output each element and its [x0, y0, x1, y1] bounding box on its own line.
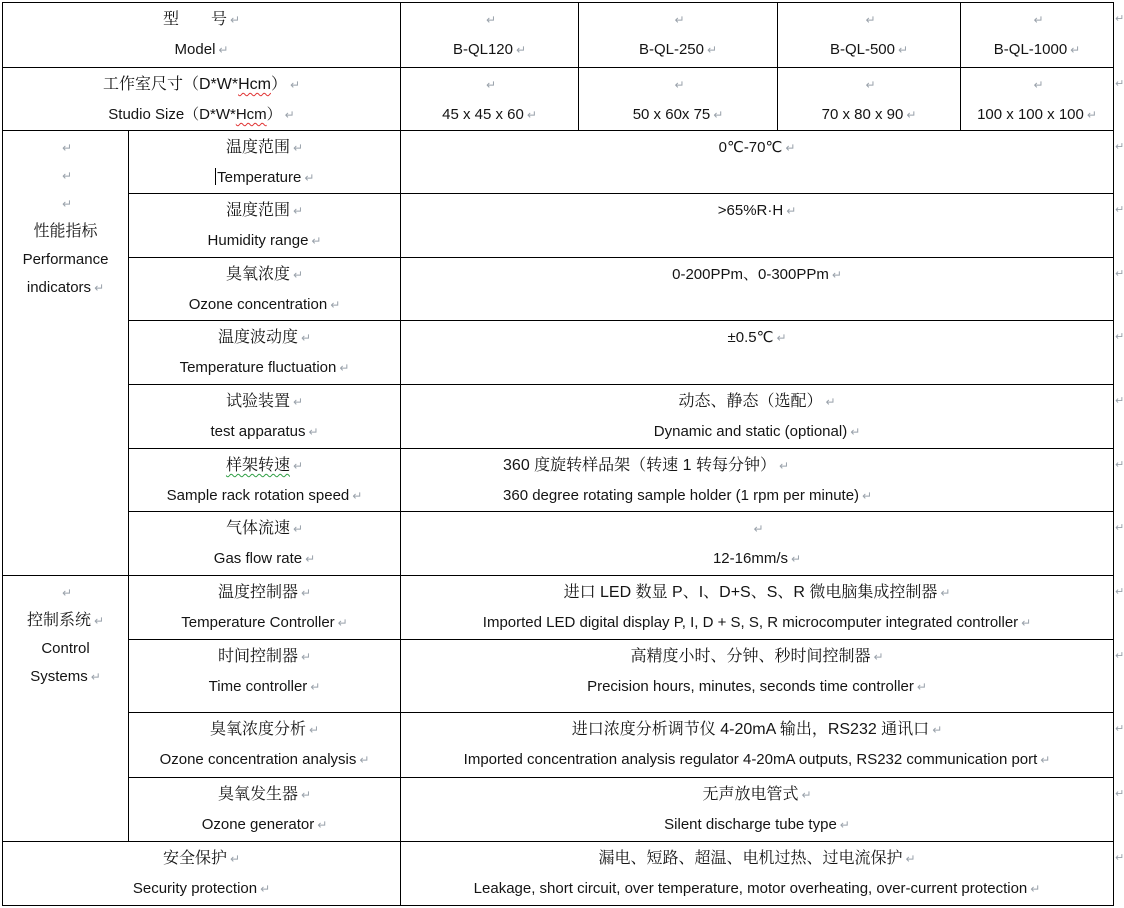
paragraph-mark: ↵ [526, 108, 537, 122]
param-zh: 温度波动度 [217, 329, 298, 346]
param-cell[interactable] [129, 321, 401, 385]
param-en: Temperature [217, 169, 302, 186]
text-cursor [215, 168, 217, 185]
param-zh: 臭氧浓度 [225, 266, 290, 283]
value-line: 无声放电管式 [702, 786, 799, 803]
param-zh: 湿度范围 [225, 202, 290, 219]
paragraph-mark: ↵ [850, 425, 861, 439]
param-en: Sample rack rotation speed [166, 487, 350, 504]
spec-table [2, 2, 1114, 906]
size-cell[interactable] [401, 68, 579, 131]
paragraph-mark: ↵ [229, 852, 241, 866]
paragraph-mark: ↵ [1033, 78, 1044, 92]
value-cell[interactable] [401, 449, 1114, 512]
group-cell-control[interactable] [3, 576, 129, 842]
group-label-zh: 性能指标 [33, 223, 98, 240]
param-cell[interactable] [129, 576, 401, 640]
paragraph-mark: ↵ [90, 670, 101, 684]
paragraph-mark: ↵ [776, 331, 787, 345]
value-line: Imported concentration analysis regulator 4-20mA outputs, RS232 communication port [463, 751, 1038, 768]
size-cell[interactable] [778, 68, 961, 131]
paragraph-mark: ↵ [61, 169, 73, 183]
model-cell[interactable] [961, 3, 1114, 68]
param-en: Gas flow rate [213, 550, 303, 567]
paragraph-mark: ↵ [317, 818, 328, 832]
group-cell-performance[interactable] [3, 131, 129, 576]
value-cell[interactable] [401, 194, 1114, 258]
paragraph-mark: ↵ [311, 234, 322, 248]
value-line: 360 度旋转样品架（转速 1 转每分钟） [503, 457, 776, 474]
param-cell[interactable] [129, 640, 401, 713]
value-cell[interactable] [401, 576, 1114, 640]
paragraph-mark: ↵ [839, 818, 850, 832]
table-row [3, 640, 1114, 713]
param-en: Ozone concentration analysis [159, 751, 357, 768]
paragraph-mark: ↵ [93, 614, 105, 628]
paragraph-mark: ↵ [932, 723, 943, 737]
param-en: Ozone generator [201, 816, 315, 833]
spellcheck-underline: Hcm [235, 106, 267, 123]
param-cell[interactable] [129, 713, 401, 778]
paragraph-mark: ↵ [707, 43, 718, 57]
paragraph-mark: ↵ [284, 108, 295, 122]
paragraph-mark: ↵ [485, 13, 497, 27]
paragraph-mark: ↵ [359, 753, 370, 767]
paragraph-mark: ↵ [308, 425, 319, 439]
paragraph-mark: ↵ [352, 489, 363, 503]
row-end-mark: ↵ [1115, 268, 1124, 280]
value-line: Silent discharge tube type [664, 816, 837, 833]
paragraph-mark: ↵ [337, 616, 348, 630]
paragraph-mark: ↵ [801, 788, 812, 802]
paragraph-mark: ↵ [1030, 882, 1041, 896]
paragraph-mark: ↵ [753, 522, 764, 536]
model-cell[interactable] [778, 3, 961, 68]
group-label-en: Performance [22, 251, 109, 268]
param-cell[interactable] [129, 258, 401, 321]
value-line: Dynamic and static (optional) [653, 423, 848, 440]
security-label-zh: 安全保护 [162, 850, 227, 867]
value-cell[interactable] [401, 640, 1114, 713]
paragraph-mark: ↵ [94, 281, 105, 295]
param-cell[interactable] [129, 512, 401, 576]
paragraph-mark: ↵ [61, 141, 73, 155]
value-line: 漏电、短路、超温、电机过热、过电流保护 [598, 850, 903, 867]
value-line: 动态、静态（选配） [678, 393, 823, 410]
paragraph-mark: ↵ [61, 197, 73, 211]
row-end-mark: ↵ [1115, 395, 1124, 407]
paragraph-mark: ↵ [292, 141, 304, 155]
param-cell[interactable] [129, 131, 401, 194]
row-end-mark: ↵ [1115, 331, 1124, 343]
paragraph-mark: ↵ [300, 331, 312, 345]
paragraph-mark: ↵ [292, 459, 304, 473]
model-name: B-QL-500 [829, 41, 895, 58]
paragraph-mark: ↵ [292, 204, 304, 218]
paragraph-mark: ↵ [300, 586, 312, 600]
model-label-zh: 型 号 [162, 11, 227, 28]
paragraph-mark: ↵ [862, 489, 873, 503]
row-end-mark: ↵ [1115, 13, 1124, 25]
table-row [3, 385, 1114, 449]
paragraph-mark: ↵ [485, 78, 497, 92]
row-end-mark: ↵ [1115, 723, 1124, 735]
group-label-en: indicators [26, 279, 92, 296]
param-zh: 时间控制器 [217, 648, 298, 665]
value-cell[interactable] [401, 385, 1114, 449]
row-end-mark: ↵ [1115, 522, 1124, 534]
param-zh: 试验装置 [225, 393, 290, 410]
value-line: ±0.5℃ [727, 329, 774, 346]
param-cell[interactable] [129, 449, 401, 512]
table-row [3, 449, 1114, 512]
size-value: 45 x 45 x 60 [442, 106, 524, 123]
model-label-cell[interactable] [3, 3, 401, 68]
model-cell[interactable] [401, 3, 579, 68]
param-zh: 臭氧浓度分析 [209, 721, 306, 738]
paragraph-mark: ↵ [940, 586, 951, 600]
param-cell[interactable] [129, 778, 401, 842]
table-row [3, 68, 1114, 131]
paragraph-mark: ↵ [865, 13, 876, 27]
paragraph-mark: ↵ [61, 586, 73, 600]
paragraph-mark: ↵ [300, 788, 312, 802]
paragraph-mark: ↵ [229, 13, 241, 27]
model-name: B-QL-1000 [993, 41, 1068, 58]
paragraph-mark: ↵ [310, 680, 321, 694]
value-line: 0℃-70℃ [718, 139, 783, 156]
paragraph-mark: ↵ [289, 78, 301, 92]
table-row [3, 713, 1114, 778]
param-en: test apparatus [210, 423, 306, 440]
table-row [3, 512, 1114, 576]
size-cell[interactable] [961, 68, 1114, 131]
size-value: 100 x 100 x 100 [977, 106, 1084, 123]
value-line: Leakage, short circuit, over temperature, motor overheating, over-current protection [473, 880, 1028, 897]
param-zh: 温度控制器 [217, 584, 298, 601]
value-line: Precision hours, minutes, seconds time controller [587, 678, 914, 695]
paragraph-mark: ↵ [865, 78, 876, 92]
param-zh grammar-underline: 样架转速 [225, 457, 290, 474]
param-zh: 气体流速 [225, 520, 290, 537]
param-en: Humidity range [207, 232, 309, 249]
model-name: B-QL-250 [638, 41, 704, 58]
paragraph-mark: ↵ [292, 395, 304, 409]
table-row [3, 194, 1114, 258]
row-end-mark: ↵ [1115, 78, 1124, 90]
paragraph-mark: ↵ [791, 552, 802, 566]
paragraph-mark: ↵ [873, 650, 884, 664]
paragraph-mark: ↵ [260, 882, 271, 896]
param-en: Ozone concentration [188, 296, 328, 313]
value-line: 高精度小时、分钟、秒时间控制器 [630, 648, 871, 665]
paragraph-mark: ↵ [1040, 753, 1051, 767]
paragraph-mark: ↵ [516, 43, 527, 57]
row-end-mark: ↵ [1115, 650, 1124, 662]
paragraph-mark: ↵ [1033, 13, 1044, 27]
value-line: 0-200PPm、0-300PPm [672, 266, 829, 283]
model-label-en: Model [174, 41, 216, 58]
paragraph-mark: ↵ [898, 43, 909, 57]
row-end-mark: ↵ [1115, 141, 1124, 153]
value-cell[interactable] [401, 842, 1114, 906]
paragraph-mark: ↵ [300, 650, 312, 664]
table-row [3, 778, 1114, 842]
paragraph-mark: ↵ [292, 522, 304, 536]
value-cell[interactable] [401, 258, 1114, 321]
paragraph-mark: ↵ [713, 108, 724, 122]
value-line: 12-16mm/s [712, 550, 788, 567]
paragraph-mark: ↵ [292, 268, 304, 282]
row-end-mark: ↵ [1115, 204, 1124, 216]
paragraph-mark: ↵ [825, 395, 836, 409]
paragraph-mark: ↵ [339, 361, 350, 375]
value-line: Imported LED digital display P, I, D + S, S, R microcomputer integrated controller [482, 614, 1019, 631]
paragraph-mark: ↵ [218, 43, 229, 57]
table-row [3, 258, 1114, 321]
value-line: 进口 LED 数显 P、I、D+S、S、R 微电脑集成控制器 [563, 584, 938, 601]
paragraph-mark: ↵ [1021, 616, 1032, 630]
param-cell[interactable] [129, 385, 401, 449]
value-line: >65%R·H [717, 202, 784, 219]
size-cell[interactable] [579, 68, 778, 131]
paragraph-mark: ↵ [905, 852, 916, 866]
size-value: 70 x 80 x 90 [821, 106, 904, 123]
param-cell[interactable] [129, 194, 401, 258]
paragraph-mark: ↵ [304, 171, 315, 185]
table-row [3, 131, 1114, 194]
paragraph-mark: ↵ [786, 204, 797, 218]
paragraph-mark: ↵ [674, 13, 685, 27]
paragraph-mark: ↵ [785, 141, 796, 155]
param-en: Temperature Controller [181, 614, 335, 631]
paragraph-mark: ↵ [906, 108, 917, 122]
param-en: Temperature fluctuation [179, 359, 337, 376]
paragraph-mark: ↵ [674, 78, 685, 92]
paragraph-mark: ↵ [916, 680, 927, 694]
row-end-mark: ↵ [1115, 459, 1124, 471]
value-line: 360 degree rotating sample holder (1 rpm per minute) [503, 487, 860, 504]
group-label-zh: 控制系统 [26, 612, 91, 629]
value-cell[interactable] [401, 321, 1114, 385]
value-cell[interactable] [401, 512, 1114, 576]
model-cell[interactable] [579, 3, 778, 68]
table-row [3, 842, 1114, 906]
value-line: 进口浓度分析调节仪 4-20mA 输出，RS232 通讯口 [571, 721, 930, 738]
security-label-cell[interactable] [3, 842, 401, 906]
group-label-en: Control [41, 640, 90, 657]
paragraph-mark: ↵ [1086, 108, 1097, 122]
row-end-mark: ↵ [1115, 852, 1124, 864]
table-row [3, 576, 1114, 640]
size-value: 50 x 60x 75 [632, 106, 711, 123]
paragraph-mark: ↵ [330, 298, 341, 312]
group-label-en: Systems [30, 668, 88, 685]
size-label-en: Studio Size（D*W*Hcm） [108, 106, 282, 123]
value-cell[interactable] [401, 778, 1114, 842]
param-en: Time controller [208, 678, 308, 695]
paragraph-mark: ↵ [308, 723, 320, 737]
size-label-cell[interactable] [3, 68, 401, 131]
security-label-en: Security protection [132, 880, 258, 897]
paragraph-mark: ↵ [831, 268, 842, 282]
paragraph-mark: ↵ [305, 552, 316, 566]
spellcheck-underline: Hcm [238, 76, 271, 93]
table-row [3, 321, 1114, 385]
table-row [3, 3, 1114, 68]
model-name: B-QL120 [452, 41, 513, 58]
paragraph-mark: ↵ [1070, 43, 1081, 57]
row-end-mark: ↵ [1115, 788, 1124, 800]
value-cell[interactable] [401, 713, 1114, 778]
param-zh: 臭氧发生器 [217, 786, 298, 803]
value-cell[interactable] [401, 131, 1114, 194]
param-zh: 温度范围 [225, 139, 290, 156]
paragraph-mark: ↵ [778, 459, 790, 473]
size-label-zh: 工作室尺寸（D*W*Hcm） [102, 76, 287, 93]
row-end-mark: ↵ [1115, 586, 1124, 598]
